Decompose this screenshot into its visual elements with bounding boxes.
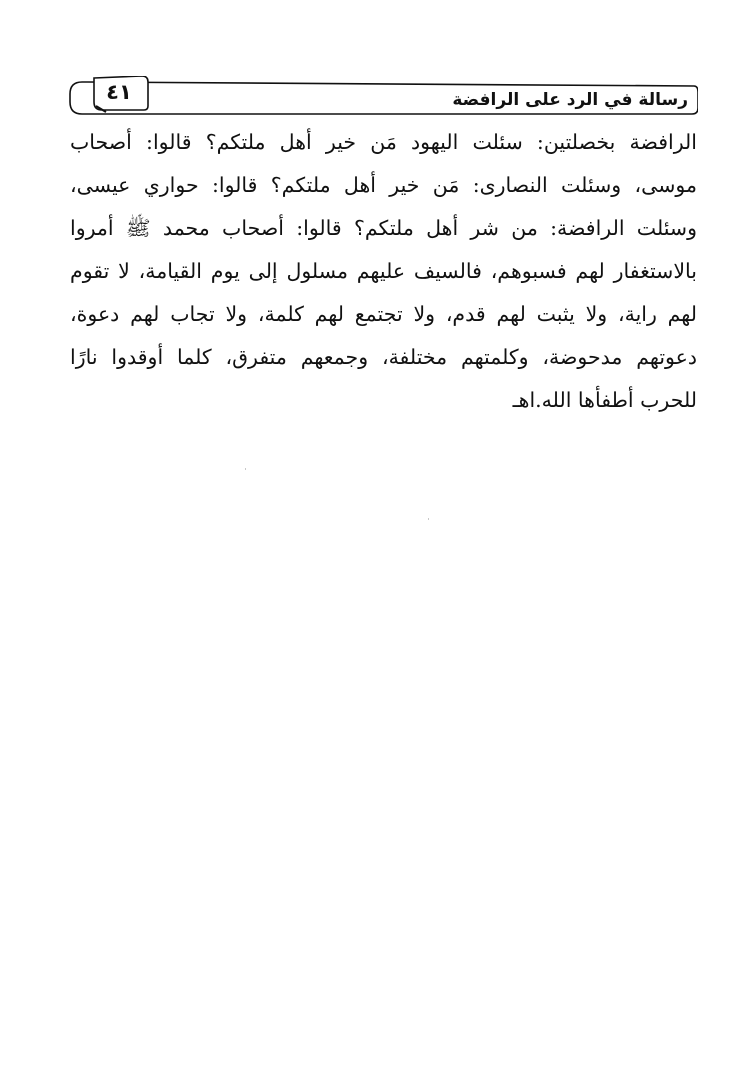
running-header xyxy=(68,76,698,118)
scan-speck xyxy=(245,468,246,470)
body-text xyxy=(70,121,697,422)
scan-speck xyxy=(428,518,429,520)
text-line: للحرب أطفأها الله.اهـ xyxy=(512,388,697,412)
text-line: الرافضة بخصلتين: سئلت اليهود مَن خير أهل ملتكم؟ قالوا: أصحاب xyxy=(70,130,697,154)
text-line: وسئلت الرافضة: من شر أهل ملتكم؟ قالوا: أصحاب محمد ﷺ أمروا xyxy=(70,216,697,240)
text-line: موسى، وسئلت النصارى: مَن خير أهل ملتكم؟ قالوا: حواري عيسى، xyxy=(70,173,697,197)
page-number: ٤١ xyxy=(106,80,132,104)
text-line: بالاستغفار لهم فسبوهم، فالسيف عليهم مسلول إلى يوم القيامة، لا تقوم xyxy=(70,259,697,283)
text-line: دعوتهم مدحوضة، وكلمتهم مختلفة، وجمعهم متفرق، كلما أوقدوا نارًا xyxy=(70,345,697,369)
running-title: رسالة في الرد على الرافضة xyxy=(452,90,688,110)
text-line: لهم راية، ولا يثبت لهم قدم، ولا تجتمع لهم كلمة، ولا تجاب لهم دعوة، xyxy=(70,302,697,326)
